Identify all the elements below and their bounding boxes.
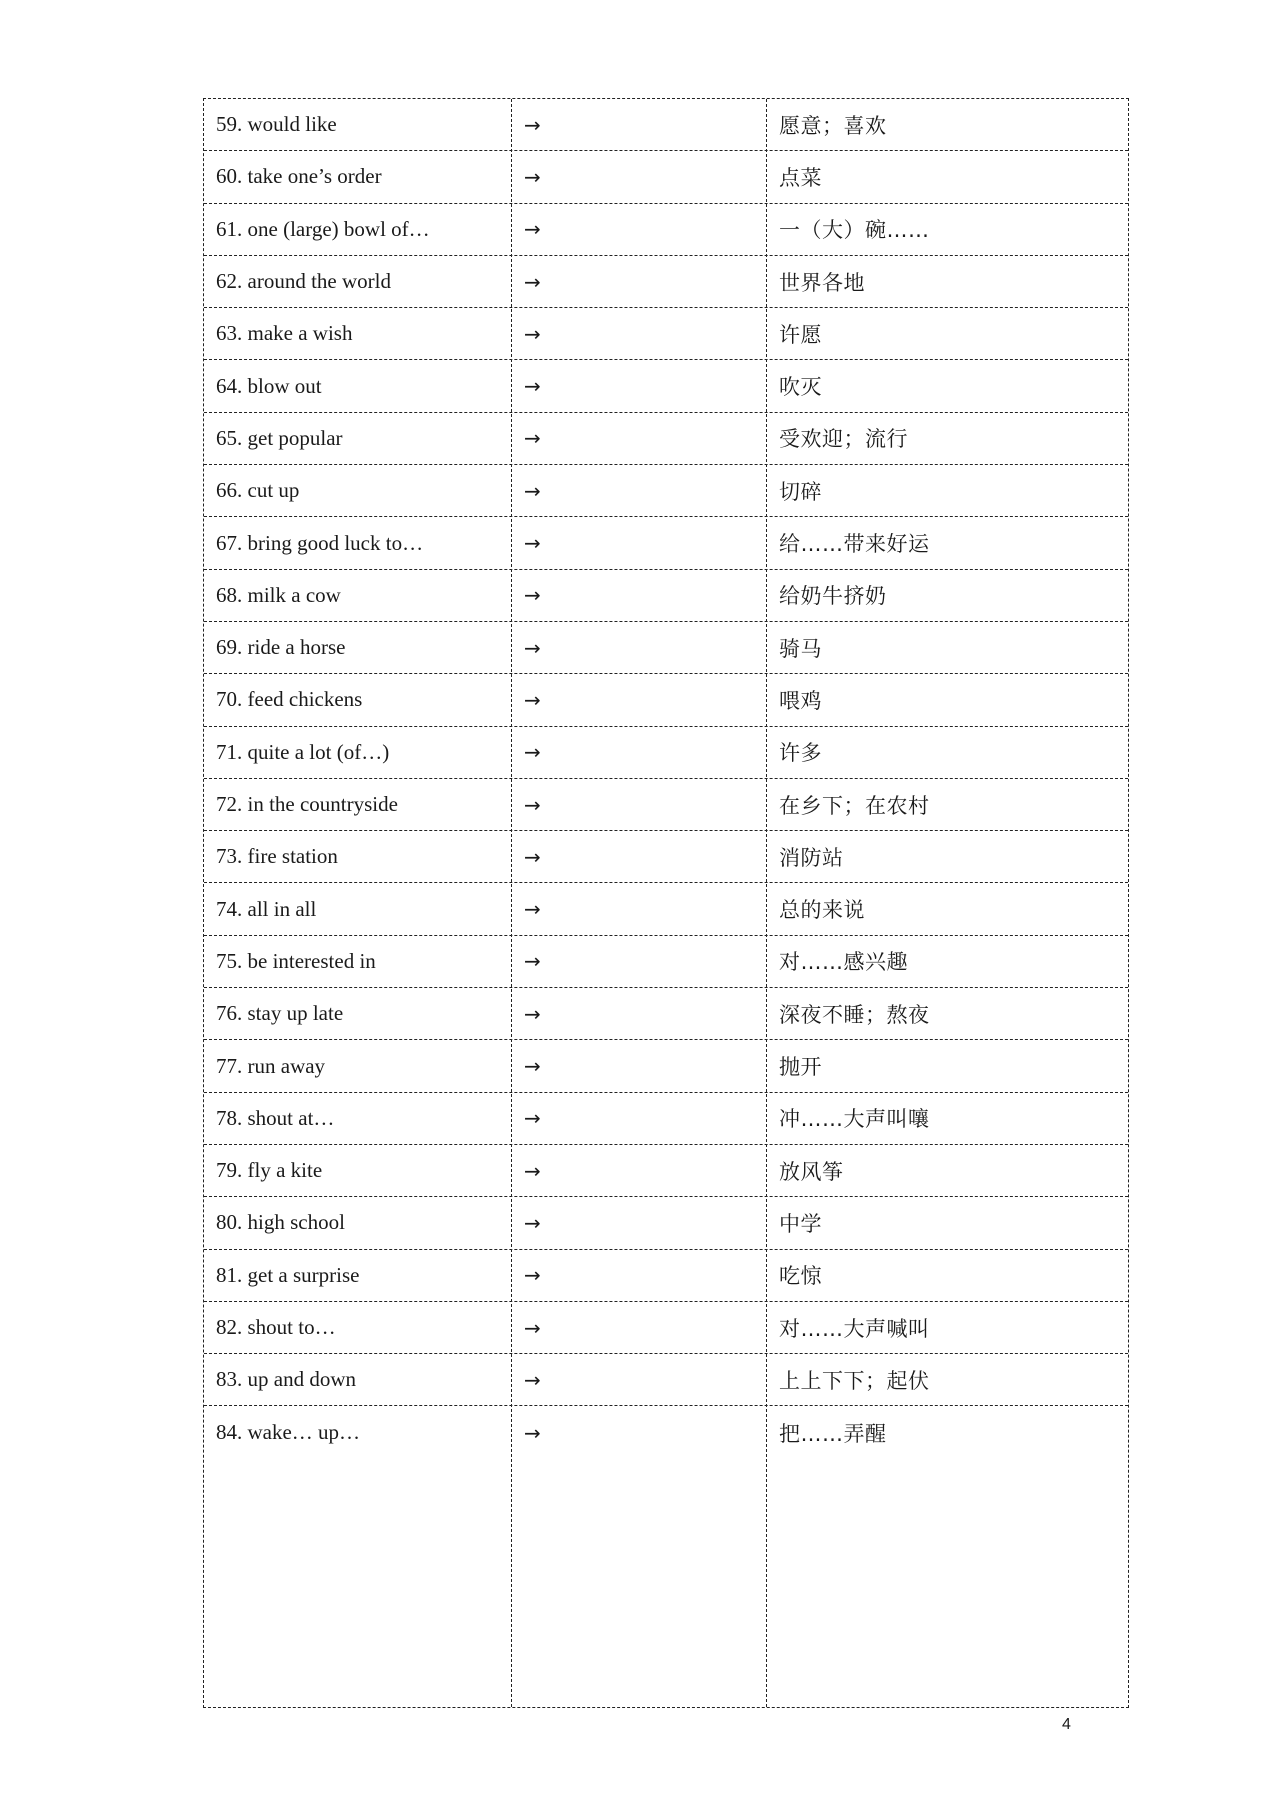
arrow-right-icon: →: [524, 1420, 541, 1445]
arrow-right-icon: →: [524, 1210, 541, 1235]
english-phrase: 75. be interested in: [216, 948, 376, 973]
chinese-meaning: 对……大声喊叫: [779, 1316, 930, 1341]
chinese-meaning: 吃惊: [779, 1264, 822, 1289]
english-phrase: 79. fly a kite: [216, 1158, 323, 1183]
chinese-meaning: 切碎: [779, 479, 822, 504]
chinese-meaning: 把……弄醒: [779, 1421, 887, 1446]
english-phrase: 70. feed chickens: [216, 687, 363, 712]
arrow-right-icon: →: [524, 1315, 541, 1340]
arrow-right-icon: →: [524, 426, 541, 451]
chinese-meaning: 放风筝: [779, 1159, 844, 1184]
arrow-right-icon: →: [524, 687, 541, 712]
chinese-meaning: 深夜不睡；熬夜: [779, 1002, 930, 1027]
english-phrase: 63. make a wish: [216, 321, 353, 346]
table-row: [204, 517, 1128, 569]
arrow-right-icon: →: [524, 897, 541, 922]
arrow-right-icon: →: [524, 1054, 541, 1079]
table-row: [204, 988, 1128, 1040]
table-row: [204, 1197, 1128, 1249]
english-phrase: 66. cut up: [216, 478, 300, 503]
table-row: [204, 622, 1128, 674]
english-phrase: 64. blow out: [216, 373, 322, 398]
table-row: [204, 1040, 1128, 1092]
english-phrase: 77. run away: [216, 1053, 326, 1078]
arrow-right-icon: →: [524, 740, 541, 765]
arrow-right-icon: →: [524, 583, 541, 608]
english-phrase: 59. would like: [216, 112, 337, 137]
english-phrase: 67. bring good luck to…: [216, 530, 424, 555]
table-row: [204, 936, 1128, 988]
table-row: [204, 1145, 1128, 1197]
chinese-meaning: 骑马: [779, 636, 822, 661]
arrow-right-icon: →: [524, 112, 541, 137]
table-row: [204, 884, 1128, 936]
phrase-table: [203, 98, 1129, 1708]
chinese-meaning: 总的来说: [779, 898, 865, 923]
english-phrase: 72. in the countryside: [216, 792, 398, 817]
english-phrase: 80. high school: [216, 1210, 345, 1235]
table-row: [204, 204, 1128, 256]
chinese-meaning: 喂鸡: [779, 688, 822, 713]
chinese-meaning: 冲……大声叫嚷: [779, 1107, 930, 1132]
chinese-meaning: 对……感兴趣: [779, 950, 908, 975]
table-row: [204, 1250, 1128, 1302]
arrow-right-icon: →: [524, 164, 541, 189]
arrow-right-icon: →: [524, 478, 541, 503]
table-row: [204, 831, 1128, 883]
table-row: [204, 1302, 1128, 1354]
chinese-meaning: 中学: [779, 1211, 822, 1236]
english-phrase: 84. wake… up…: [216, 1420, 361, 1445]
english-phrase: 69. ride a horse: [216, 635, 346, 660]
english-phrase: 78. shout at…: [216, 1105, 335, 1130]
table-row: [204, 727, 1128, 779]
table-row: [204, 361, 1128, 413]
arrow-right-icon: →: [524, 1106, 541, 1131]
english-phrase: 61. one (large) bowl of…: [216, 216, 430, 241]
chinese-meaning: 许愿: [779, 322, 822, 347]
chinese-meaning: 上上下下；起伏: [779, 1368, 930, 1393]
arrow-right-icon: →: [524, 949, 541, 974]
english-phrase: 74. all in all: [216, 896, 317, 921]
table-row: [204, 1407, 1128, 1459]
table-row: [204, 256, 1128, 308]
chinese-meaning: 一（大）碗……: [779, 218, 930, 243]
arrow-right-icon: →: [524, 792, 541, 817]
table-row: [204, 99, 1128, 151]
arrow-right-icon: →: [524, 635, 541, 660]
arrow-right-icon: →: [524, 1367, 541, 1392]
page-number: 4: [1062, 1716, 1071, 1733]
arrow-right-icon: →: [524, 217, 541, 242]
arrow-right-icon: →: [524, 1001, 541, 1026]
english-phrase: 82. shout to…: [216, 1315, 336, 1340]
english-phrase: 73. fire station: [216, 844, 338, 869]
english-phrase: 71. quite a lot (of…): [216, 739, 390, 764]
english-phrase: 68. milk a cow: [216, 582, 341, 607]
table-row: [204, 674, 1128, 726]
arrow-right-icon: →: [524, 844, 541, 869]
chinese-meaning: 消防站: [779, 845, 844, 870]
english-phrase: 76. stay up late: [216, 1001, 344, 1026]
table-row: [204, 779, 1128, 831]
chinese-meaning: 愿意；喜欢: [779, 113, 887, 138]
arrow-right-icon: →: [524, 531, 541, 556]
arrow-right-icon: →: [524, 1158, 541, 1183]
chinese-meaning: 吹灭: [779, 375, 822, 400]
chinese-meaning: 点菜: [779, 165, 822, 190]
table-row: [204, 308, 1128, 360]
english-phrase: 65. get popular: [216, 425, 343, 450]
chinese-meaning: 抛开: [779, 1055, 822, 1080]
table-row: [204, 413, 1128, 465]
arrow-right-icon: →: [524, 321, 541, 346]
chinese-meaning: 给……带来好运: [779, 532, 930, 557]
table-row: [204, 570, 1128, 622]
arrow-right-icon: →: [524, 269, 541, 294]
arrow-right-icon: →: [524, 374, 541, 399]
chinese-meaning: 给奶牛挤奶: [779, 584, 887, 609]
table-row: [204, 1093, 1128, 1145]
english-phrase: 60. take one’s order: [216, 164, 382, 189]
chinese-meaning: 在乡下；在农村: [779, 793, 930, 818]
table-row: [204, 1354, 1128, 1406]
english-phrase: 83. up and down: [216, 1367, 356, 1392]
arrow-right-icon: →: [524, 1263, 541, 1288]
english-phrase: 81. get a surprise: [216, 1262, 360, 1287]
chinese-meaning: 许多: [779, 741, 822, 766]
chinese-meaning: 世界各地: [779, 270, 865, 295]
table-row: [204, 465, 1128, 517]
english-phrase: 62. around the world: [216, 269, 391, 294]
table-row: [204, 151, 1128, 203]
chinese-meaning: 受欢迎；流行: [779, 427, 908, 452]
